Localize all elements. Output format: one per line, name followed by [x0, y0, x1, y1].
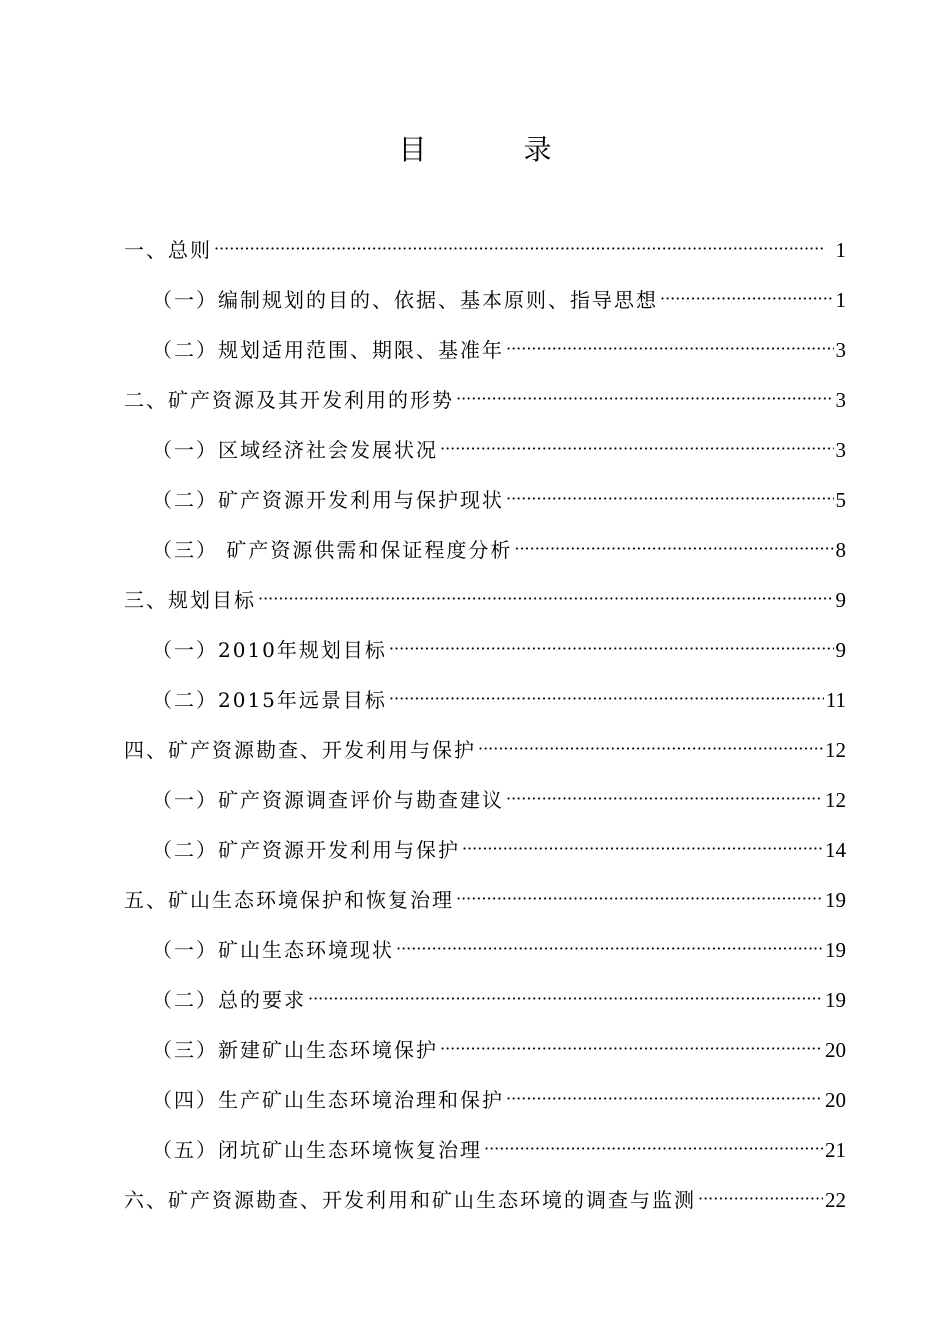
toc-entry[interactable] [124, 728, 846, 778]
toc-entry-text: （一）矿山生态环境现状 [152, 938, 394, 962]
toc-entry[interactable] [124, 1178, 846, 1228]
toc-leader-dots [478, 727, 823, 771]
toc-entry-text: （二）规划适用范围、期限、基准年 [152, 338, 504, 362]
toc-leader-dots [698, 1177, 823, 1221]
toc-entry[interactable] [124, 828, 846, 878]
toc-leader-dots [214, 227, 834, 271]
toc-page-number: 19 [825, 938, 846, 962]
toc-page-number: 3 [835, 338, 846, 362]
toc-page-number: 21 [825, 1138, 846, 1162]
toc-entry[interactable] [124, 578, 846, 628]
toc-entry[interactable] [124, 1128, 846, 1178]
toc-entry[interactable] [124, 228, 846, 278]
toc-leader-dots [440, 427, 834, 471]
toc-entry-text: （一）2010年规划目标 [152, 638, 387, 662]
toc-entry[interactable] [124, 328, 846, 378]
toc-entry[interactable] [124, 928, 846, 978]
toc-entry[interactable] [124, 478, 846, 528]
toc-page-number: 22 [825, 1188, 846, 1212]
toc-entry[interactable] [124, 978, 846, 1028]
toc-entry[interactable] [124, 428, 846, 478]
toc-leader-dots [462, 827, 823, 871]
toc-entry-text: （一）编制规划的目的、依据、基本原则、指导思想 [152, 288, 658, 312]
toc-page-number: 3 [835, 388, 846, 412]
toc-page-number: 12 [825, 788, 846, 812]
toc-leader-dots [456, 877, 823, 921]
toc-entry[interactable] [124, 878, 846, 928]
toc-page-number: 19 [825, 988, 846, 1012]
toc-page-number: 9 [835, 588, 846, 612]
toc-entry-text: （二）2015年远景目标 [152, 688, 387, 712]
toc-page-number: 9 [835, 638, 846, 662]
toc-leader-dots [440, 1027, 823, 1071]
toc-entry-text: （二）矿产资源开发利用与保护现状 [152, 488, 504, 512]
toc-leader-dots [484, 1127, 823, 1171]
toc-entry-text: （二）矿产资源开发利用与保护 [152, 838, 460, 862]
toc-entry-text: （三）新建矿山生态环境保护 [152, 1038, 438, 1062]
toc-leader-dots [258, 577, 834, 621]
toc-entry-text: 四、矿产资源勘查、开发利用与保护 [124, 738, 476, 762]
toc-entry-text: （三） 矿产资源供需和保证程度分析 [152, 538, 513, 562]
toc-leader-dots [456, 377, 834, 421]
toc-entry-text: 三、规划目标 [124, 588, 256, 612]
toc-leader-dots [389, 677, 824, 721]
toc-leader-dots [506, 477, 834, 521]
toc-leader-dots [514, 527, 833, 571]
toc-page-number: 20 [825, 1038, 846, 1062]
toc-entry-text: 六、矿产资源勘查、开发利用和矿山生态环境的调查与监测 [124, 1188, 696, 1212]
toc-entry[interactable] [124, 278, 846, 328]
toc-leader-dots [396, 927, 823, 971]
toc-entry[interactable] [124, 528, 846, 578]
toc-entry-text: （二）总的要求 [152, 988, 306, 1012]
toc-entry-text: 一、总则 [124, 238, 212, 262]
toc-page-number: 14 [825, 838, 846, 862]
toc-page-number: 5 [835, 488, 846, 512]
toc-entry-text: （一）矿产资源调查评价与勘查建议 [152, 788, 504, 812]
toc-page-number: 1 [835, 288, 846, 312]
toc-entry[interactable] [124, 1028, 846, 1078]
toc-entry-text: （四）生产矿山生态环境治理和保护 [152, 1088, 504, 1112]
toc-page-number: 12 [825, 738, 846, 762]
toc-leader-dots [389, 627, 834, 671]
toc-entry[interactable] [124, 778, 846, 828]
toc-page-number: 3 [835, 438, 846, 462]
toc-entry[interactable] [124, 678, 846, 728]
toc-leader-dots [506, 327, 834, 371]
toc-entry[interactable] [124, 628, 846, 678]
toc-page-number: 20 [825, 1088, 846, 1112]
toc-page-number: 19 [825, 888, 846, 912]
table-of-contents [124, 228, 846, 1228]
toc-entry-text: （一）区域经济社会发展状况 [152, 438, 438, 462]
toc-entry-text: 二、矿产资源及其开发利用的形势 [124, 388, 454, 412]
toc-leader-dots [506, 777, 823, 821]
toc-entry-text: （五）闭坑矿山生态环境恢复治理 [152, 1138, 482, 1162]
toc-page-number: 1 [835, 238, 846, 262]
toc-page-number: 8 [835, 538, 846, 562]
toc-entry-text: 五、矿山生态环境保护和恢复治理 [124, 888, 454, 912]
toc-entry[interactable] [124, 1078, 846, 1128]
page-title: 目 录 [398, 133, 596, 166]
toc-page-number: 11 [825, 688, 846, 712]
toc-leader-dots [308, 977, 823, 1021]
toc-entry[interactable] [124, 378, 846, 428]
toc-leader-dots [506, 1077, 823, 1121]
toc-leader-dots [660, 277, 834, 321]
